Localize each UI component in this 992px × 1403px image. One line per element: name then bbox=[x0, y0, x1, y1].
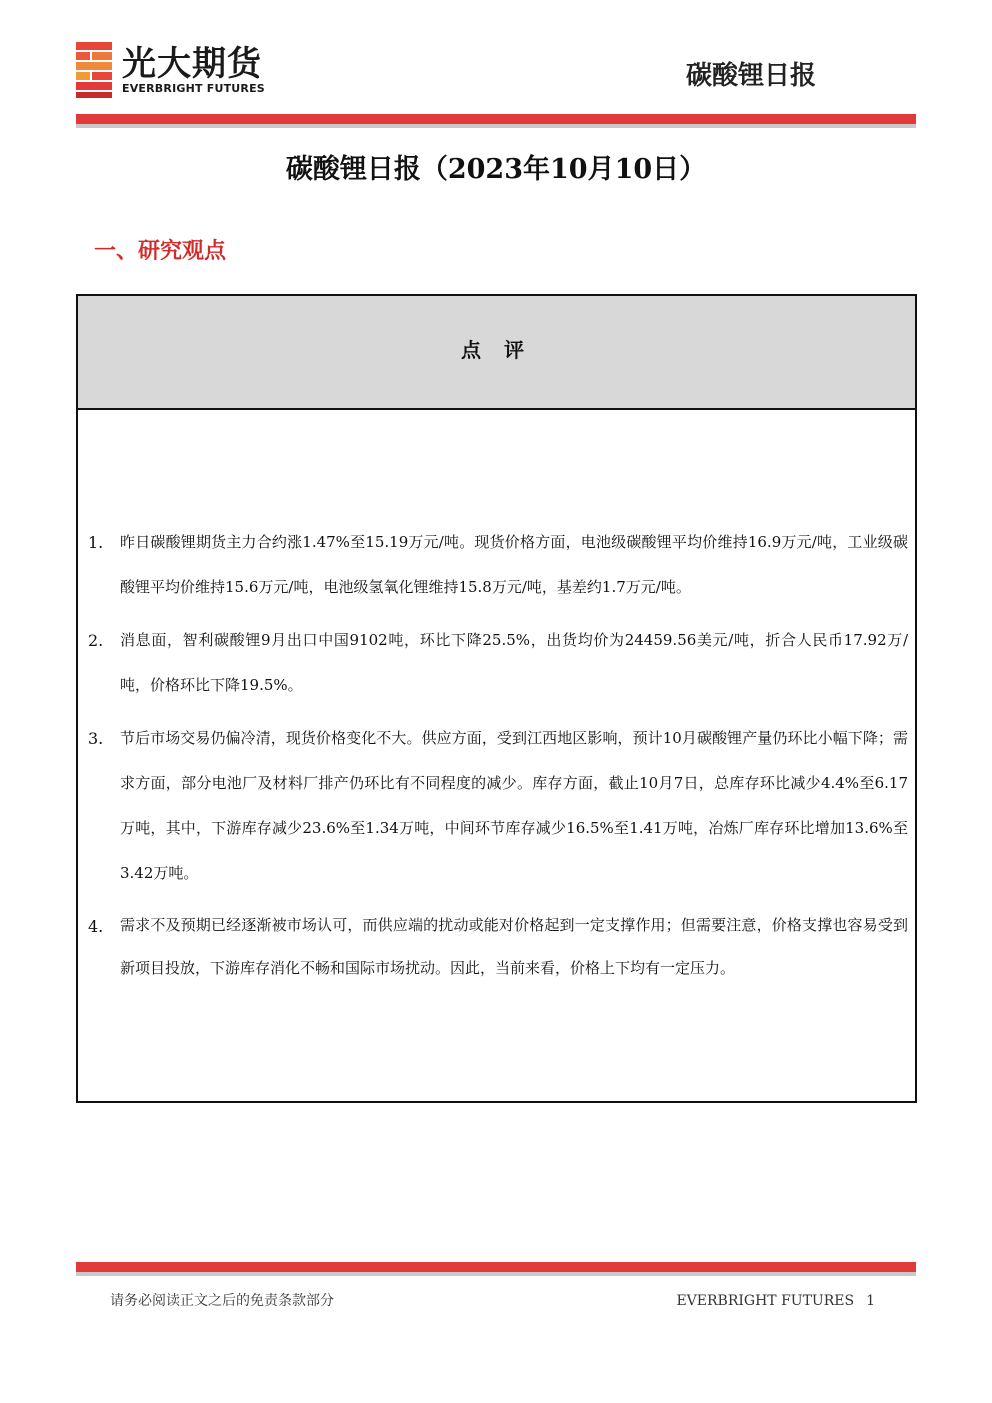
section-heading: 一、研究观点 bbox=[94, 238, 227, 264]
footer-gray-rule bbox=[76, 1272, 916, 1276]
header-gray-rule bbox=[76, 124, 916, 128]
page-number: 1 bbox=[866, 1293, 875, 1309]
logo-chinese-name: 光大期货 bbox=[122, 44, 262, 84]
list-item-number: 1. bbox=[88, 533, 104, 552]
footer-disclaimer: 请务必阅读正文之后的免责条款部分 bbox=[110, 1293, 334, 1309]
list-item bbox=[78, 716, 915, 896]
document-title: 碳酸锂日报（2023年10月10日） bbox=[285, 154, 707, 185]
list-item-text: 昨日碳酸锂期货主力合约涨1.47%至15.19万元/吨。现货价格方面，电池级碳酸锂平均价维持16.9万元/吨，工业级碳酸锂平均价维持15.6万元/吨，电池级氢氧化锂维持15.8万元/吨，基差约1.7万元/吨。 bbox=[120, 533, 908, 596]
list-item bbox=[78, 618, 915, 708]
list-item-text: 消息面，智利碳酸锂9月出口中国9102吨，环比下降25.5%，出货均价为24459.56美元/吨，折合人民币17.92万/吨，价格环比下降19.5%。 bbox=[120, 631, 908, 694]
list-item-number: 4. bbox=[88, 917, 104, 936]
list-item-text: 需求不及预期已经逐渐被市场认可，而供应端的扰动或能对价格起到一定支撑作用；但需要注意，价格支撑也容易受到新项目投放，下游库存消化不畅和国际市场扰动。因此，当前来看，价格上下均有一定压力。 bbox=[120, 916, 908, 977]
list-item bbox=[78, 520, 915, 610]
commentary-box bbox=[76, 294, 917, 1103]
list-item-number: 2. bbox=[88, 631, 104, 650]
logo-english-name: EVERBRIGHT FUTURES bbox=[122, 82, 265, 95]
list-item bbox=[78, 904, 915, 990]
page-header bbox=[0, 0, 992, 130]
footer-red-rule bbox=[76, 1262, 916, 1272]
commentary-box-title: 点 评 bbox=[461, 338, 532, 362]
footer-brand: EVERBRIGHT FUTURES bbox=[676, 1293, 855, 1309]
everbright-logo-icon bbox=[76, 42, 112, 98]
commentary-box-header bbox=[78, 296, 915, 410]
list-item-number: 3. bbox=[88, 729, 104, 748]
header-red-rule bbox=[76, 114, 916, 124]
header-report-name: 碳酸锂日报 bbox=[685, 61, 816, 91]
footer-brand-page bbox=[664, 1290, 875, 1312]
commentary-list bbox=[78, 520, 915, 998]
list-item-text: 节后市场交易仍偏冷清，现货价格变化不大。供应方面，受到江西地区影响，预计10月碳酸锂产量仍环比小幅下降；需求方面，部分电池厂及材料厂排产仍环比有不同程度的减少。库存方面，截止10月7日，总库存环比减少4.4%至6.17万吨，其中，下游库存减少23.6%至1.34万吨，中间环节库存减少16.5%至1.41万吨，冶炼厂库存环比增加13.6%至3.42万吨。 bbox=[120, 729, 908, 882]
